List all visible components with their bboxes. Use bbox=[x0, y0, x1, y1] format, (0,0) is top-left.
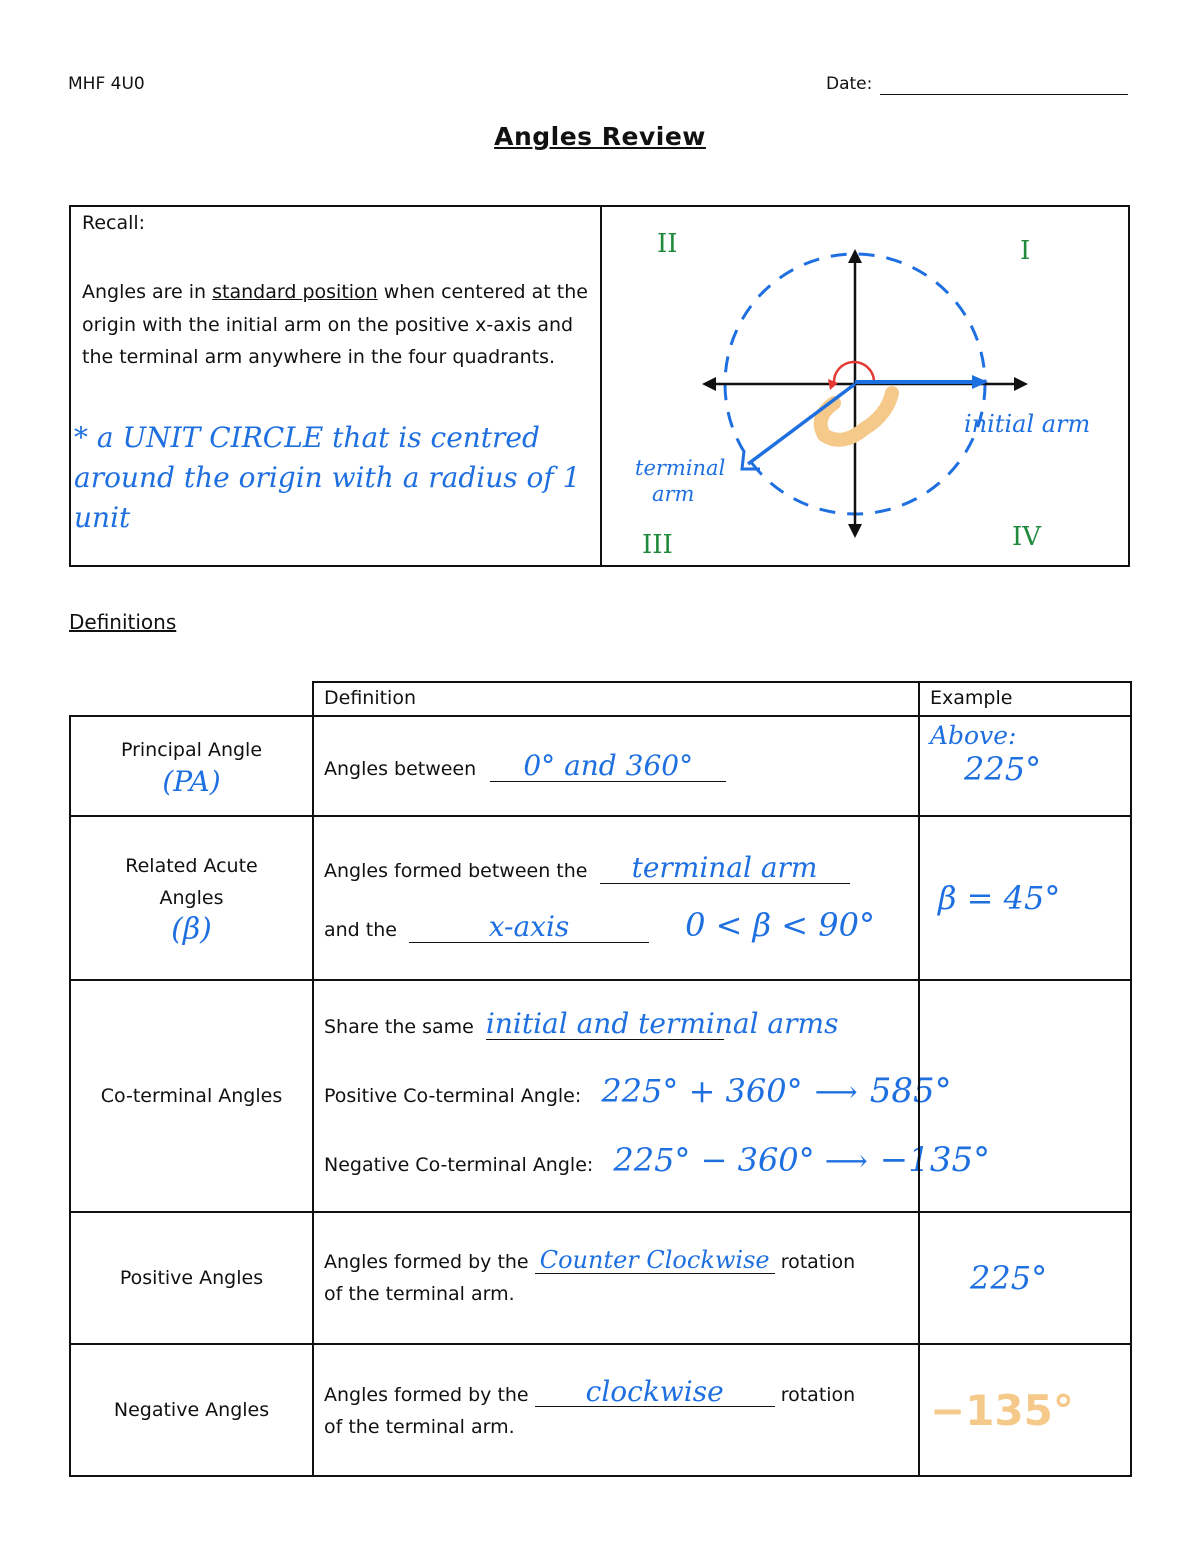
x-axis-left-arrow bbox=[702, 377, 716, 391]
table-header-definition: Definition bbox=[313, 682, 919, 716]
coterminal-column-divider bbox=[918, 981, 920, 1211]
coterminal-positive-arrow-icon: ⟶ bbox=[814, 1075, 858, 1110]
coterminal-def-fill: initial and terminal arms bbox=[485, 1007, 839, 1040]
related-acute-example bbox=[919, 816, 1131, 980]
table-row bbox=[70, 816, 1131, 980]
related-acute-name-line2: Angles bbox=[159, 887, 224, 909]
page-title: Angles Review bbox=[494, 122, 706, 151]
terminal-arm-label-line2: arm bbox=[652, 482, 695, 506]
principal-angle-example-label: Above: bbox=[930, 721, 1017, 750]
terminal-arm-label-line1: terminal bbox=[635, 456, 726, 480]
handwritten-unit-circle-note: * a UNIT CIRCLE that is centred around the origin with a radius of 1 unit bbox=[74, 421, 581, 534]
principal-angle-def-fill: 0° and 360° bbox=[490, 751, 726, 782]
recall-text-before: Angles are in bbox=[82, 281, 213, 303]
negative-angles-example bbox=[919, 1344, 1131, 1476]
positive-angles-def-line2: of the terminal arm. bbox=[324, 1283, 515, 1305]
negative-angles-def-prefix: Angles formed by the bbox=[324, 1383, 529, 1406]
positive-angles-name: Positive Angles bbox=[119, 1267, 264, 1289]
principal-angle-definition bbox=[313, 716, 919, 816]
positive-angles-def-prefix: Angles formed by the bbox=[324, 1251, 529, 1273]
positive-angles-definition bbox=[313, 1212, 919, 1344]
positive-angles-def-fill: Counter Clockwise bbox=[535, 1247, 775, 1274]
quadrant-label-ii: II bbox=[657, 229, 678, 259]
unit-circle-diagram bbox=[602, 207, 1128, 565]
coterminal-definition bbox=[313, 980, 1131, 1212]
table-header-example: Example bbox=[919, 682, 1131, 716]
coterminal-negative-arrow-icon: ⟶ bbox=[824, 1144, 868, 1179]
related-acute-abbr: (β) bbox=[171, 912, 212, 947]
table-row bbox=[70, 1344, 1131, 1476]
coterminal-negative-calc: 225° − 360° bbox=[613, 1141, 815, 1179]
quadrant-label-i: I bbox=[1020, 236, 1031, 266]
date-label: Date: bbox=[826, 74, 873, 94]
coterminal-positive-calc: 225° + 360° bbox=[601, 1072, 803, 1110]
row-name-negative-angles bbox=[70, 1344, 313, 1476]
y-axis-top-arrow bbox=[848, 249, 862, 263]
table-header-blank bbox=[70, 682, 313, 716]
principal-angle-def-prefix: Angles between bbox=[324, 757, 477, 780]
date-blank-line bbox=[880, 94, 1128, 95]
negative-angles-def-line2: of the terminal arm. bbox=[324, 1415, 515, 1438]
initial-arm-label: initial arm bbox=[964, 410, 1091, 438]
coterminal-negative-label: Negative Co-terminal Angle: bbox=[324, 1154, 594, 1176]
table-row bbox=[70, 980, 1131, 1212]
row-name-related-acute bbox=[70, 816, 313, 980]
principal-angle-example bbox=[919, 716, 1131, 816]
table-row bbox=[70, 1212, 1131, 1344]
terminal-arm bbox=[748, 384, 855, 464]
definitions-table bbox=[69, 681, 1132, 1477]
principal-angle-example-value: 225° bbox=[964, 750, 1042, 788]
quadrant-label-iii: III bbox=[642, 530, 673, 560]
coterminal-name: Co-terminal Angles bbox=[100, 1085, 283, 1107]
positive-angles-def-suffix: rotation bbox=[780, 1251, 856, 1273]
negative-angles-def-suffix: rotation bbox=[780, 1383, 856, 1406]
y-axis-bottom-arrow bbox=[848, 524, 862, 538]
coterminal-negative-result: −135° bbox=[879, 1140, 991, 1180]
table-header-row bbox=[70, 682, 1131, 716]
recall-text bbox=[82, 276, 597, 374]
related-acute-def-prefix1: Angles formed between the bbox=[324, 859, 588, 882]
related-acute-def-range: 0 < β < 90° bbox=[685, 905, 875, 944]
x-axis-right-arrow bbox=[1014, 377, 1028, 391]
related-acute-def-fill2: x-axis bbox=[409, 912, 649, 943]
related-acute-name-line1: Related Acute bbox=[125, 855, 258, 877]
related-acute-def-prefix2: and the bbox=[324, 918, 397, 941]
row-name-coterminal bbox=[70, 980, 313, 1212]
negative-angles-def-fill: clockwise bbox=[535, 1378, 775, 1407]
positive-angles-example bbox=[919, 1212, 1131, 1344]
related-acute-definition bbox=[313, 816, 919, 980]
recall-label: Recall: bbox=[82, 212, 146, 234]
quadrant-label-iv: IV bbox=[1012, 522, 1042, 552]
negative-angles-definition bbox=[313, 1344, 919, 1476]
positive-angles-example-value: 225° bbox=[970, 1259, 1048, 1297]
row-name-positive-angles bbox=[70, 1212, 313, 1344]
recall-underlined-term: standard position bbox=[212, 281, 378, 303]
coterminal-def-prefix: Share the same bbox=[324, 1016, 474, 1038]
definitions-heading: Definitions bbox=[69, 610, 177, 634]
principal-angle-name: Principal Angle bbox=[120, 739, 263, 761]
row-name-principal-angle bbox=[70, 716, 313, 816]
coterminal-positive-label: Positive Co-terminal Angle: bbox=[324, 1085, 582, 1107]
course-code: MHF 4U0 bbox=[68, 74, 145, 94]
related-acute-def-fill1: terminal arm bbox=[600, 853, 850, 884]
related-acute-example-value: β = 45° bbox=[938, 879, 1061, 917]
coterminal-positive-result: 585° bbox=[869, 1071, 952, 1111]
negative-angles-example-value: −135° bbox=[930, 1385, 1074, 1435]
recall-text-after: when centered at the origin with the initial arm on the positive x-axis and the terminal arm anywhere in the four quadrants. bbox=[82, 281, 588, 368]
negative-angles-name: Negative Angles bbox=[113, 1399, 270, 1421]
principal-angle-abbr: (PA) bbox=[162, 765, 221, 798]
table-row bbox=[70, 716, 1131, 816]
